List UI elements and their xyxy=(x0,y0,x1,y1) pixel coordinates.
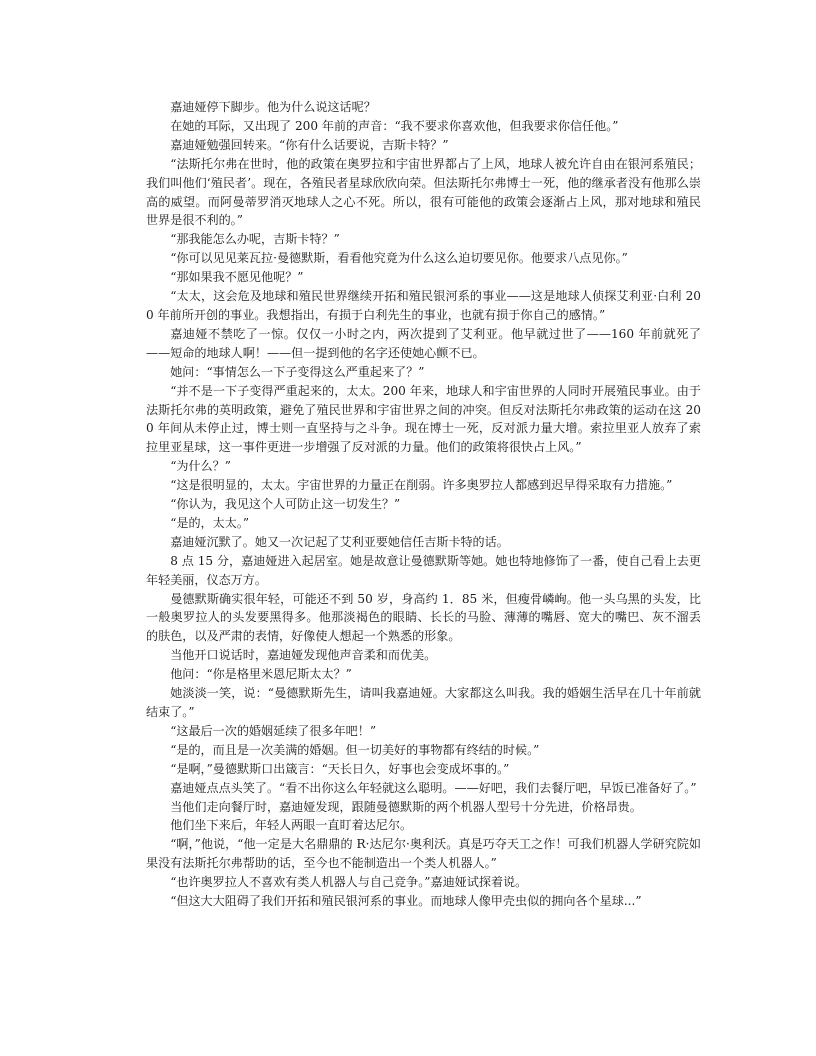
paragraph: “是啊，”曼德默斯口出箴言：“天长日久，好事也会变成坏事的。” xyxy=(170,761,510,776)
paragraph: 嘉迪娅停下脚步。他为什么说这话呢？ xyxy=(170,100,376,114)
paragraph: 嘉迪娅不禁吃了一惊。仅仅一小时之内，两次提到了艾利亚。他早就过世了——160 年前就死了——短命的地球人啊！——但一提到他的名字还使她心颤不已。 xyxy=(146,326,701,360)
paragraph: “但这大大阻碍了我们开拓和殖民银河系的事业。而地球人像甲壳虫似的拥向各个星球...” xyxy=(170,894,642,909)
paragraph: 他问：“你是格里米恩尼斯太太？” xyxy=(170,667,352,682)
paragraph: “啊，”他说，“他一定是大名鼎鼎的 R·达尼尔·奥利沃。真是巧夺天工之作！可我们机器人学研究院如果没有法斯托尔弗帮助的话，至今也不能制造出一个类人机器人。” xyxy=(146,837,701,871)
document-page xyxy=(146,98,701,911)
paragraph: “法斯托尔弗在世时，他的政策在奥罗拉和宇宙世界都占了上风，地球人被允许自由在银河系殖民；我们叫他们‘殖民者’。现在，各殖民者星球欣欣向荣。但法斯托尔弗博士一死，他的继承者没有他那么崇高的威望。而阿曼蒂罗消灭地球人之心不死。所以，很有可能他的政策会逐渐占上风，那对地球和殖民世界是很不利的。” xyxy=(146,156,701,228)
paragraph: 嘉迪娅勉强回转来。“你有什么话要说，吉斯卡特？” xyxy=(170,137,449,152)
paragraph: “那我能怎么办呢，吉斯卡特？” xyxy=(170,232,340,247)
paragraph: 当他开口说话时，嘉迪娅发现他声音柔和而优美。 xyxy=(170,648,437,663)
paragraph: “你可以见见莱瓦拉·曼德默斯，看看他究竟为什么这么迫切要见你。他要求八点见你。” xyxy=(170,251,628,266)
paragraph: 在她的耳际，又出现了 200 年前的声音：“我不要求你喜欢他，但我要求你信任他。” xyxy=(170,118,619,133)
paragraph: 嘉迪娅沉默了。她又一次记起了艾利亚要她信任吉斯卡特的话。 xyxy=(170,534,509,549)
paragraph: “是的，而且是一次美满的婚姻。但一切美好的事物都有终结的时候。” xyxy=(170,742,540,757)
paragraph: “并不是一下子变得严重起来的，太太。200 年来，地球人和宇宙世界的人同时开展殖民事业。由于法斯托尔弗的英明政策，避免了殖民世界和宇宙世界之间的冲突。但反对法斯托尔弗政策的运动在这 200 年间从未停止过，博士则一直坚持与之斗争。现在博士一死，反对派力量大增。索拉里亚人放弃了索拉里亚星球，这一事件更进一步增强了反对派的力量。他们的政策将很快占上风。” xyxy=(146,383,701,455)
paragraph: “为什么？” xyxy=(170,459,231,474)
paragraph: 嘉迪娅点点头笑了。“看不出你这么年轻就这么聪明。——好吧，我们去餐厅吧，早饭已准备好了。” xyxy=(170,780,697,795)
paragraph: 她问：“事情怎么一下子变得这么严重起来了？” xyxy=(170,364,425,379)
paragraph: “太太，这会危及地球和殖民世界继续开拓和殖民银河系的事业——这是地球人侦探艾利亚·白利 200 年前所开创的事业。我想指出，有损于白利先生的事业，也就有损于你自己的感情。” xyxy=(146,289,701,322)
paragraph: “你认为，我见这个人可防止这一切发生？” xyxy=(170,497,401,512)
paragraph: “那如果我不愿见他呢？” xyxy=(170,270,304,285)
paragraph: “这最后一次的婚姻延续了很多年吧！” xyxy=(170,723,377,738)
paragraph: 她淡淡一笑，说：“曼德默斯先生，请叫我嘉迪娅。大家都这么叫我。我的婚姻生活早在几十年前就结束了。” xyxy=(146,686,701,719)
paragraph: 当他们走向餐厅时，嘉迪娅发现，跟随曼德默斯的两个机器人型号十分先进，价格昂贵。 xyxy=(170,799,642,814)
paragraph: “是的，太太。” xyxy=(170,515,250,530)
paragraph: “也许奥罗拉人不喜欢有类人机器人与自己竞争。”嘉迪娅试探着说。 xyxy=(170,875,528,890)
paragraph: 曼德默斯确实很年轻，可能还不到 50 岁，身高约 1．85 米，但瘦骨嶙峋。他一头乌黑的头发，比一般奥罗拉人的头发要黑得多。他那淡褐色的眼睛、长长的马脸、薄薄的嘴唇、宽大的嘴巴、灰不溜丢的肤色，以及严肃的表情，好像使人想起一个熟悉的形象。 xyxy=(146,591,701,644)
paragraph: “这是很明显的，太太。宇宙世界的力量正在削弱。许多奥罗拉人都感到迟早得采取有力措施。” xyxy=(170,478,673,493)
paragraph: 8 点 15 分，嘉迪娅进入起居室。她是故意让曼德默斯等她。她也特地修饰了一番，使自己看上去更年轻美丽，仪态万方。 xyxy=(146,553,701,587)
paragraph: 他们坐下来后，年轻人两眼一直盯着达尼尔。 xyxy=(170,818,413,833)
